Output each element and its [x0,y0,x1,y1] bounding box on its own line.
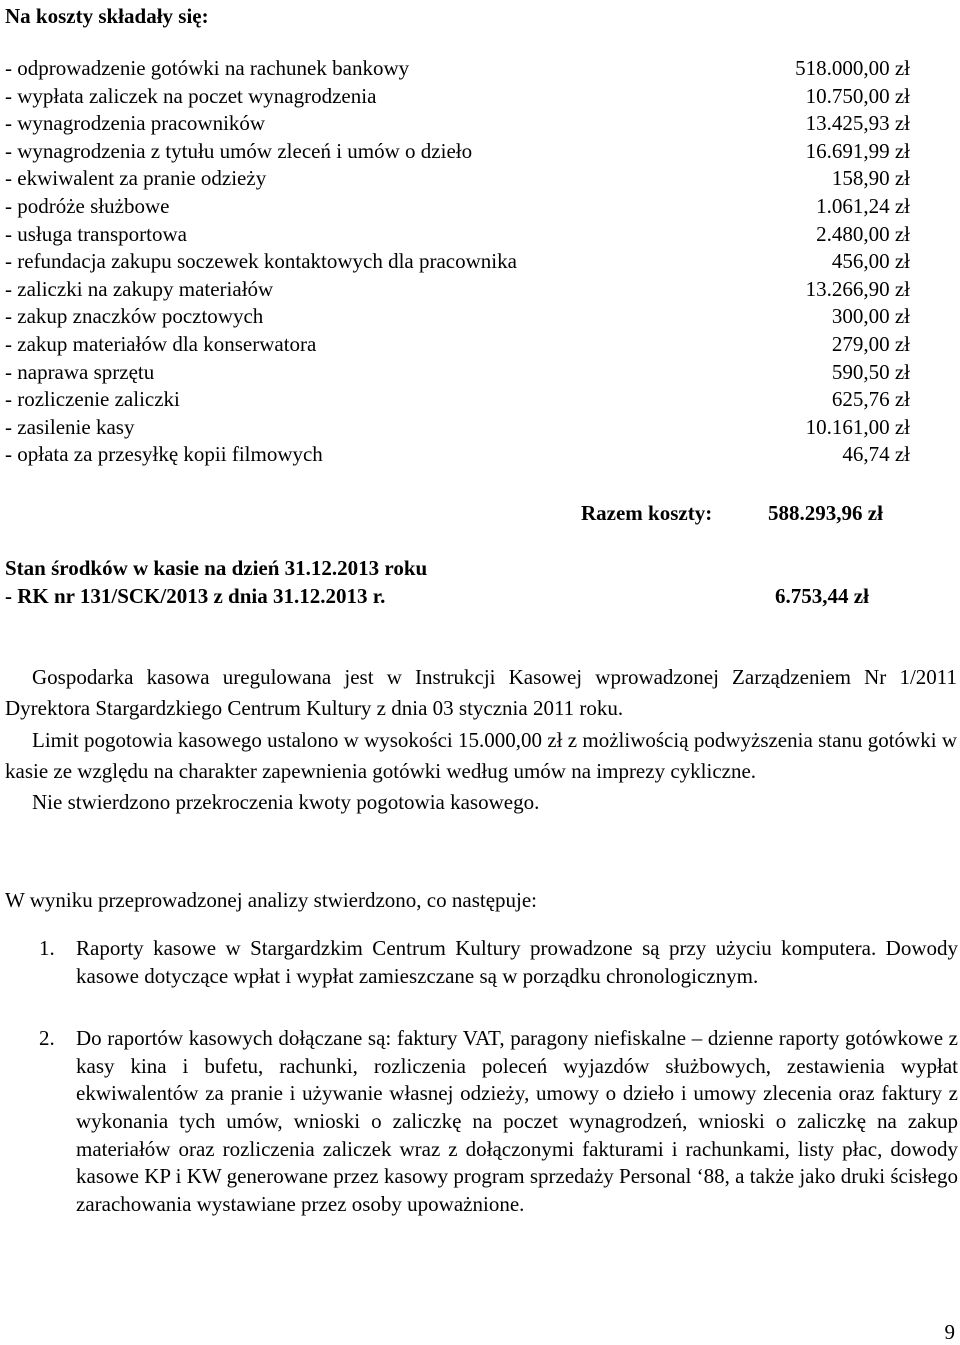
paragraph: Nie stwierdzono przekroczenia kwoty pogotowia kasowego. [32,790,540,815]
cost-amount: 46,74 zł [842,442,910,467]
cost-amount: 279,00 zł [831,331,910,356]
finding-number: 1. [39,936,55,960]
cost-row [5,110,910,138]
cost-row [5,165,910,193]
total-costs-row [0,498,960,528]
cost-amount: 590,50 zł [831,359,910,384]
cost-amount: 625,76 zł [831,387,910,412]
cost-amount: 456,00 zł [831,249,910,274]
analysis-intro: W wyniku przeprowadzonej analizy stwierdzono, co następuje: [5,888,538,912]
paragraph: Limit pogotowia kasowego ustalono w wysokości 15.000,00 zł z możliwością podwyższenia stanu gotówki w kasie ze względu na charakter zapewnienia gotówki według umów na imprezy cykliczne. [5,727,957,783]
cash-state-title: Stan środków w kasie na dzień 31.12.2013 roku [5,556,428,580]
finding-number: 2. [39,1026,55,1051]
cost-row [5,138,910,166]
cost-label: - opłata za przesyłkę kopii filmowych [5,442,323,467]
cost-label: - ekwiwalent za pranie odzieży [5,166,267,191]
cost-label: - wynagrodzenia z tytułu umów zleceń i umów o dzieło [5,138,473,163]
finding-item [5,935,958,990]
total-costs-amount: 588.293,96 zł [768,501,883,525]
cost-row [5,221,910,249]
cost-amount: 518.000,00 zł [795,56,910,80]
cost-amount: 16.691,99 zł [805,138,910,163]
cost-row [5,55,910,83]
findings-list [5,935,958,1218]
cost-label: - zasilenie kasy [5,414,135,439]
cost-row [5,193,910,221]
cost-label: - wynagrodzenia pracowników [5,111,266,136]
total-costs-label: Razem koszty: [581,501,713,525]
cash-state-amount: 6.753,44 zł [775,584,869,608]
costs-heading: Na koszty składały się: [5,4,209,28]
cost-amount: 158,90 zł [831,166,910,191]
cost-row [5,359,910,387]
cost-label: - zakup znaczków pocztowych [5,304,264,329]
cash-report-reference: - RK nr 131/SCK/2013 z dnia 31.12.2013 r. [5,584,386,608]
cash-management-paragraphs [5,662,957,818]
finding-text: Raporty kasowe w Stargardzkim Centrum Kultury prowadzone są przy użyciu komputera. Dowody kasowe dotyczące wpłat i wypłat zamieszczane są w porządku chronologicznym. [76,936,958,988]
cost-list [5,55,910,469]
cost-row [5,386,910,414]
cost-row [5,83,910,111]
page-number: 9 [944,1320,955,1344]
cost-row [5,331,910,359]
cost-row [5,414,910,442]
finding-item [5,1025,958,1218]
cost-label: - zaliczki na zakupy materiałów [5,276,274,301]
cost-row [5,303,910,331]
cost-amount: 13.266,90 zł [805,276,910,301]
cost-label: - rozliczenie zaliczki [5,387,180,412]
cash-state-line [5,582,915,610]
cost-amount: 10.161,00 zł [805,414,910,439]
cost-row [5,276,910,304]
cost-row [5,441,910,469]
cost-amount: 2.480,00 zł [816,221,910,246]
cost-label: - naprawa sprzętu [5,359,155,384]
cost-label: - usługa transportowa [5,221,187,246]
finding-text: Do raportów kasowych dołączane są: faktury VAT, paragony niefiskalne – dzienne raporty gotówkowe z kasy kina i bufetu, rachunki, rozliczenia poleceń wyjazdów służbowych, zestawienia wypłat ekwiwalentów za pranie i używanie własnej odzieży, umowy o dzieło i umowy zlecenia oraz faktury z wykonania tych umów, wnioski o zaliczkę na poczet wynagrodzeń, wnioski o zaliczkę na zakup materiałów oraz rozliczenia zaliczek wraz z dołączonymi fakturami i rachunkami, listy płac, dowody kasowe KP i KW generowane przez kasowy program sprzedaży Personal ‘88, a także jako druki ścisłego zarachowania wystawiane przez osoby upoważnione. [76,1026,958,1216]
cost-amount: 1.061,24 zł [816,193,910,218]
cash-state-line [5,554,915,582]
paragraph: Gospodarka kasowa uregulowana jest w Instrukcji Kasowej wprowadzonej Zarządzeniem Nr 1/2011 Dyrektora Stargardzkiego Centrum Kultury z dnia 03 stycznia 2011 roku. [5,665,957,721]
cost-label: - odprowadzenie gotówki na rachunek bankowy [5,56,410,80]
cash-state-block [5,554,915,610]
cost-amount: 10.750,00 zł [805,83,910,108]
cost-label: - wypłata zaliczek na poczet wynagrodzenia [5,83,377,108]
cost-label: - zakup materiałów dla konserwatora [5,331,317,356]
cost-amount: 300,00 zł [831,304,910,329]
cost-row [5,248,910,276]
cost-label: - podróże służbowe [5,193,170,218]
cost-amount: 13.425,93 zł [805,111,910,136]
cost-label: - refundacja zakupu soczewek kontaktowych dla pracownika [5,249,517,274]
